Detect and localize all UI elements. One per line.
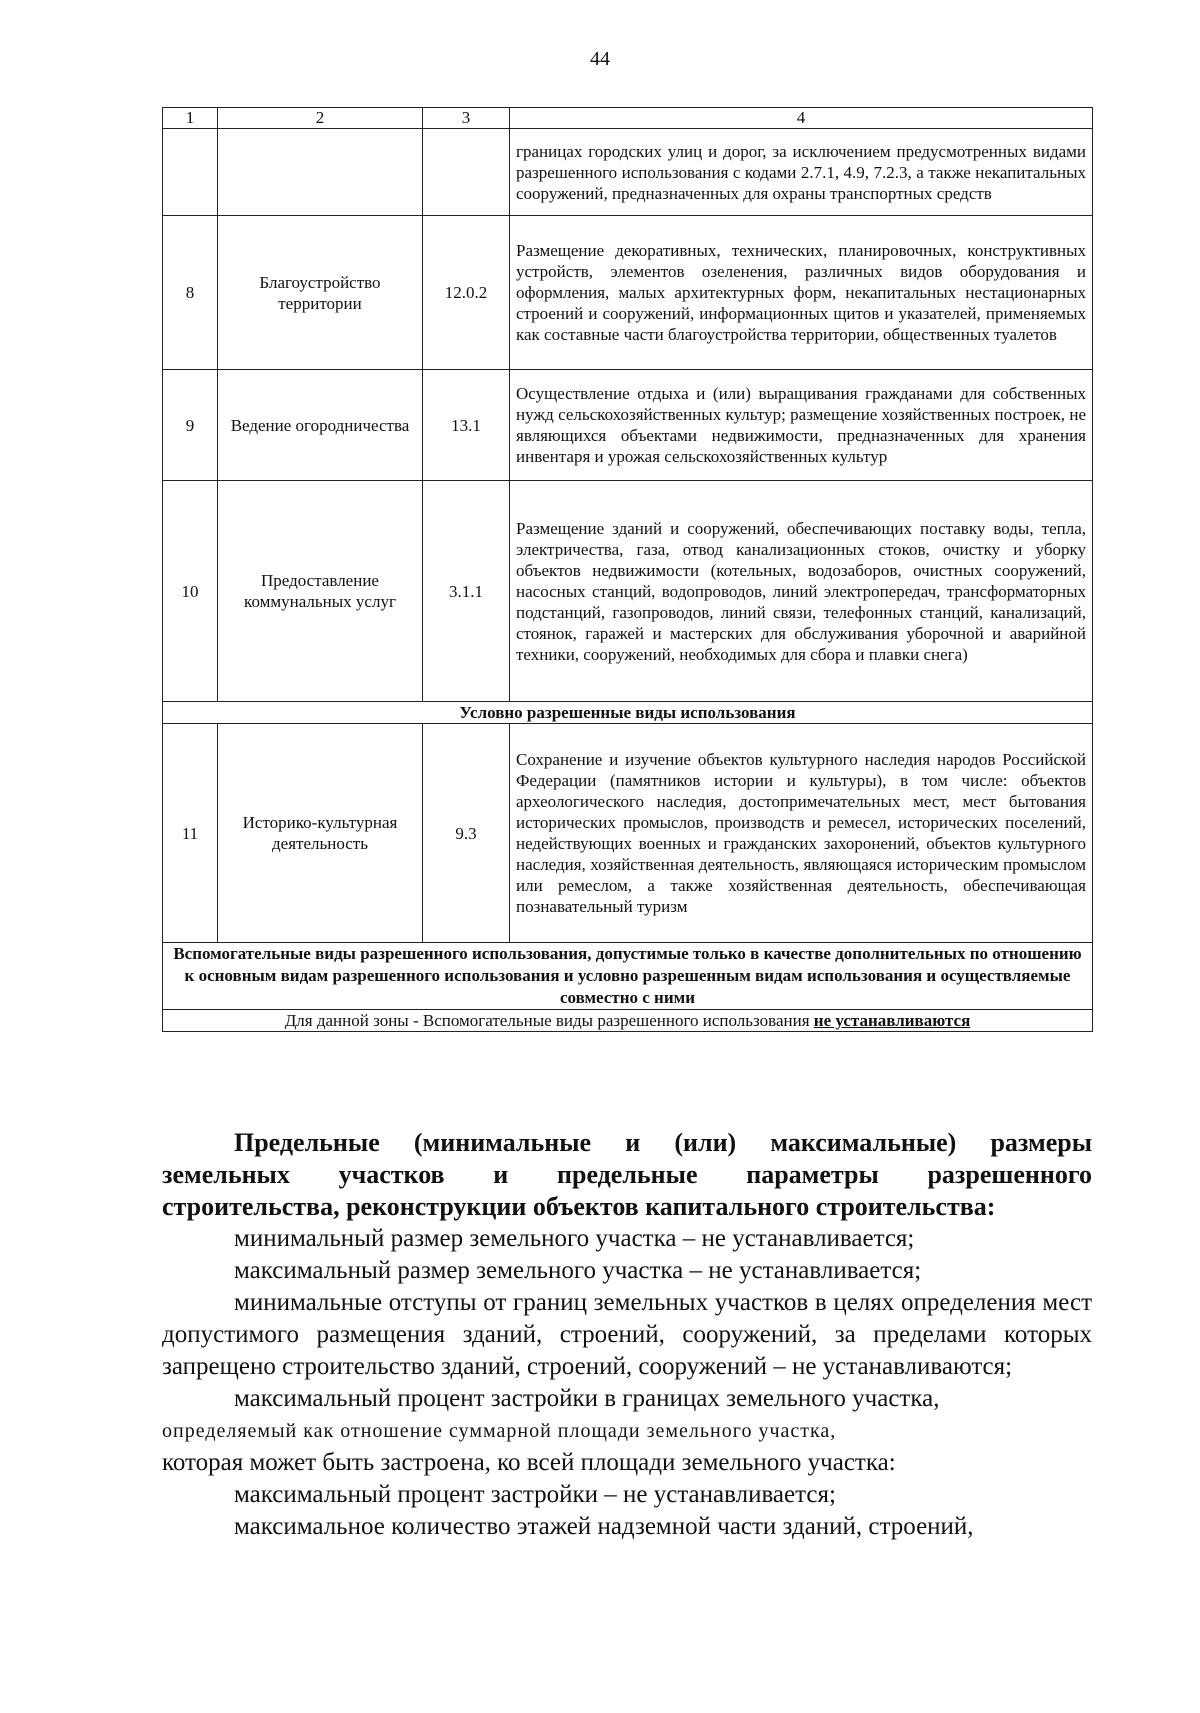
use-description: Размещение зданий и сооружений, обеспечивающих поставку воды, тепла, электричества, газа, отвод канализационных стоков, очистку и уборку объектов недвижимости (котельных, водозаборов, очистных сооружений, насосных станций, водопроводов, линий электропередач, трансформаторных подстанций, газопроводов, линий связи, телефонных станций, канализаций, стоянок, гаражей и мастерских для обслуживания уборочной и аварийной техники, сооружений, необходимых для сбора и плавки снега) <box>510 481 1093 702</box>
table-header-row <box>163 108 1093 129</box>
use-description: Сохранение и изучение объектов культурного наследия народов Российской Федерации (памятников истории и культуры), в том числе: объектов археологического наследия, достопримечательных мест, мест бытования исторических промыслов, производств и ремесел, исторических поселений, недействующих военных и гражданских захоронений, объектов культурного наследия, хозяйственная деятельность, являющаяся историческим промыслом или ремеслом, а также хозяйственная деятельность, обеспечивающая познавательный туризм <box>510 724 1093 943</box>
header-col-2: 2 <box>218 108 423 129</box>
header-col-3: 3 <box>423 108 510 129</box>
row-number: 10 <box>163 481 218 702</box>
use-description: Размещение декоративных, технических, планировочных, конструктивных устройств, элементов озеленения, различных видов оборудования и оформления, малых архитектурных форм, некапитальных нестационарных строений и сооружений, информационных щитов и указателей, применяемых как составные части благоустройства территории, общественных туалетов <box>510 216 1093 370</box>
heading-line-2: земельных участков и предельные параметры разрешенного <box>162 1160 1092 1189</box>
max-coverage-definition-end: которая может быть застроена, ко всей площади земельного участка: <box>162 1449 896 1476</box>
table-row <box>163 129 1093 216</box>
use-name: Предоставление коммунальных услуг <box>218 481 423 702</box>
table-row <box>163 216 1093 370</box>
use-name: Ведение огородничества <box>218 370 423 481</box>
auxiliary-note-text: Для данной зоны - Вспомогательные виды разрешенного использования <box>284 1011 810 1030</box>
note-row <box>163 1010 1093 1032</box>
table-row <box>163 370 1093 481</box>
land-use-table <box>162 107 1093 1032</box>
row-number <box>163 129 218 216</box>
section-row <box>163 702 1093 724</box>
page-number: 44 <box>590 48 610 70</box>
heading-line-3: строительства, реконструкции объектов капитального строительства: <box>162 1192 996 1221</box>
header-col-1: 1 <box>163 108 218 129</box>
table-row <box>163 724 1093 943</box>
use-code: 12.0.2 <box>423 216 510 370</box>
max-coverage-definition: определяемый как отношение суммарной площади земельного участка, <box>162 1420 837 1442</box>
row-number: 9 <box>163 370 218 481</box>
use-name: Историко-культурная деятельность <box>218 724 423 943</box>
heading-line-1: Предельные (минимальные и (или) максимальные) размеры <box>234 1128 1092 1157</box>
section-conditional-uses: Условно разрешенные виды использования <box>163 702 1093 724</box>
row-number: 11 <box>163 724 218 943</box>
use-description: границах городских улиц и дорог, за исключением предусмотренных видами разрешенного использования с кодами 2.7.1, 4.9, 7.2.3, а также некапитальных сооружений, предназначенных для охраны транспортных средств <box>510 129 1093 216</box>
use-description: Осуществление отдыха и (или) выращивания гражданами для собственных нужд сельскохозяйственных культур; размещение хозяйственных построек, не являющихся объектами недвижимости, предназначенных для хранения инвентаря и урожая сельскохозяйственных культур <box>510 370 1093 481</box>
header-col-4: 4 <box>510 108 1093 129</box>
max-coverage: максимальный процент застройки – не устанавливается; <box>234 1481 836 1508</box>
max-plot-size: максимальный размер земельного участка – не устанавливается; <box>234 1257 922 1284</box>
auxiliary-note <box>163 1010 1093 1032</box>
parameters-heading <box>162 1127 1092 1223</box>
use-name <box>218 129 423 216</box>
max-coverage-intro: максимальный процент застройки в границах земельного участка, <box>234 1385 940 1412</box>
use-code: 9.3 <box>423 724 510 943</box>
min-setbacks: минимальные отступы от границ земельных участков в целях определения мест допустимого размещения зданий, строений, сооружений, за пределами которых запрещено строительство зданий, строений, сооружений – не устанавливаются; <box>162 1289 1092 1380</box>
auxiliary-note-status: не устанавливаются <box>813 1011 971 1030</box>
use-code <box>423 129 510 216</box>
min-plot-size: минимальный размер земельного участка – не устанавливается; <box>234 1225 915 1252</box>
row-number: 8 <box>163 216 218 370</box>
max-floors: максимальное количество этажей надземной части зданий, строений, <box>234 1513 974 1540</box>
use-code: 3.1.1 <box>423 481 510 702</box>
use-name: Благоустройство территории <box>218 216 423 370</box>
use-code: 13.1 <box>423 370 510 481</box>
table-row <box>163 481 1093 702</box>
parameters-section <box>162 1127 1092 1543</box>
section-auxiliary-uses: Вспомогательные виды разрешенного использования, допустимые только в качестве дополнительных по отношению к основным видам разрешенного использования и условно разрешенным видам использования и осуществляемые совместно с ними <box>163 943 1093 1010</box>
section-row <box>163 943 1093 1010</box>
